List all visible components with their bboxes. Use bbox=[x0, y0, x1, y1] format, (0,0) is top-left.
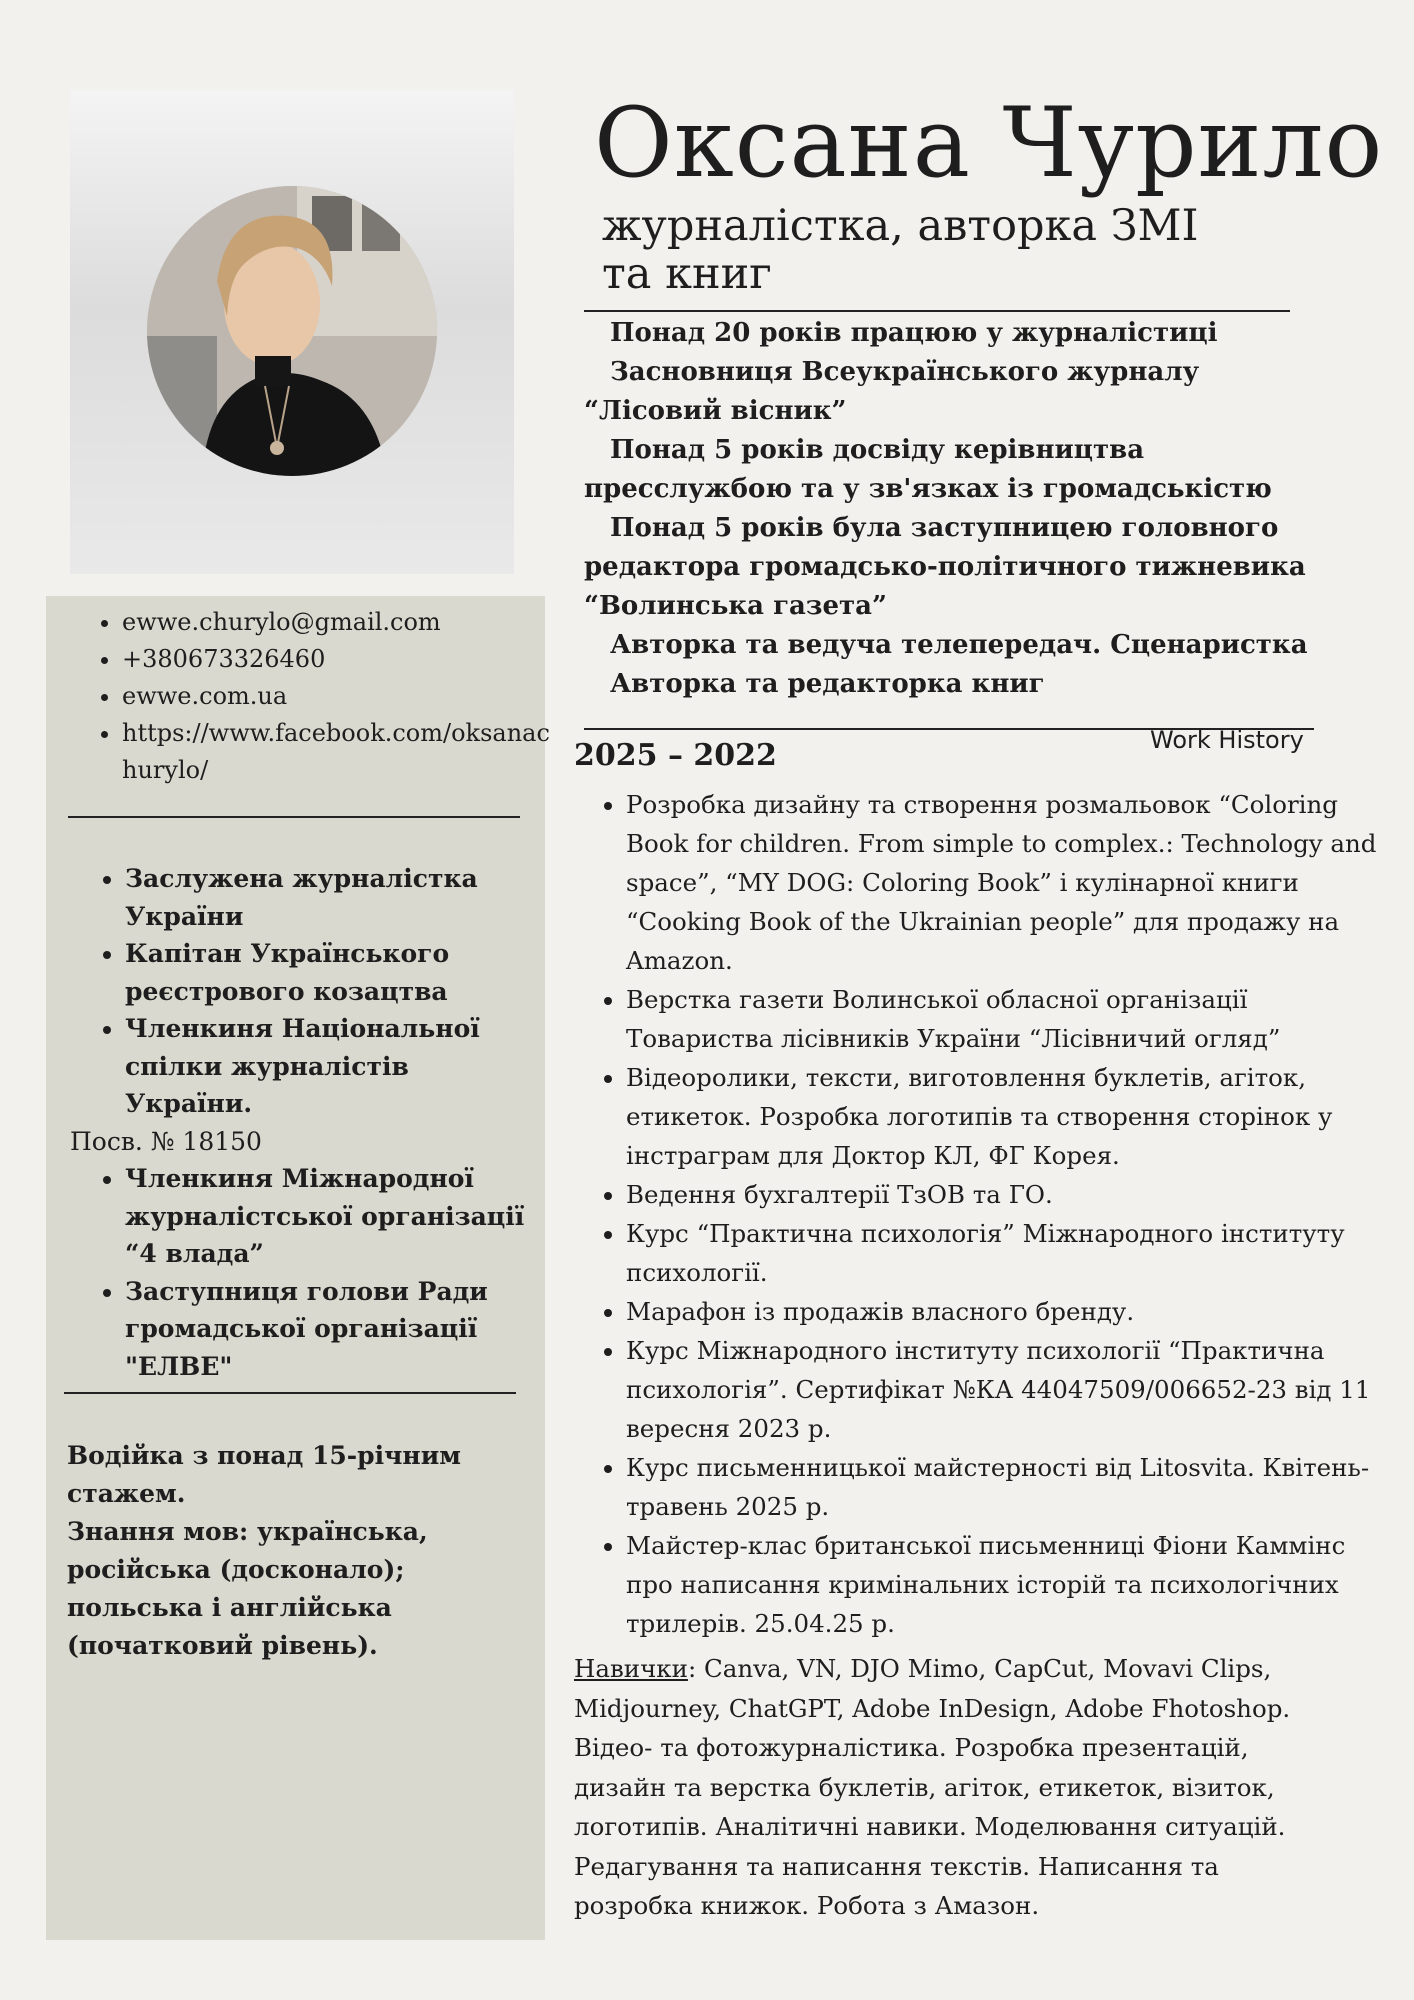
facebook-link[interactable]: • https://www.facebook.com/oksanachurylo/ bbox=[122, 715, 552, 789]
contact-list bbox=[86, 604, 552, 789]
website-link[interactable]: • ewwe.com.ua bbox=[122, 678, 552, 715]
work-history-heading: Work History bbox=[1150, 726, 1304, 754]
work-item: • Марафон із продажів власного бренду. bbox=[626, 1292, 1379, 1331]
work-item: • Курс “Практична психологія” Міжнародного інституту психології. bbox=[626, 1214, 1379, 1292]
job-title-line-2: та книг bbox=[602, 249, 772, 299]
driving-experience: Водійка з понад 15-річним стажем. bbox=[67, 1441, 461, 1508]
email-link[interactable]: • ewwe.churylo@gmail.com bbox=[122, 604, 552, 641]
work-item: • Курс письменницької майстерності від Litosvita. Квітень-травень 2025 р. bbox=[626, 1448, 1379, 1526]
award-item: • Заслужена журналістка України bbox=[125, 860, 540, 935]
phone-number[interactable]: • +380673326460 bbox=[122, 641, 552, 678]
work-item: • Ведення бухгалтерії ТзОВ та ГО. bbox=[626, 1175, 1379, 1214]
awards-list bbox=[70, 860, 540, 1123]
summary-list bbox=[584, 314, 1314, 704]
contacts-divider bbox=[68, 816, 520, 818]
languages: Знання мов: українська, російська (досконало); польська і англійська (початковий рівень). bbox=[67, 1517, 428, 1660]
work-history-list bbox=[581, 785, 1379, 1643]
summary-item: Засновниця Всеукраїнського журналу “Лісовий вісник” bbox=[584, 357, 1200, 426]
work-years: 2025 – 2022 bbox=[574, 738, 777, 773]
award-item: • Членкиня Міжнародної журналістської організації “4 влада” bbox=[125, 1160, 540, 1273]
skills-paragraph bbox=[574, 1649, 1330, 1926]
work-item: • Відеоролики, тексти, виготовлення буклетів, агіток, етикеток. Розробка логотипів та створення сторінок у інстраграм для Доктор КЛ, ФГ Корея. bbox=[626, 1058, 1379, 1175]
work-item: • Курс Міжнародного інституту психології “Практична психологія”. Сертифікат №КА 44047509/006652-23 від 11 вересня 2023 р. bbox=[626, 1331, 1379, 1448]
work-item: • Розробка дизайну та створення розмальовок “Coloring Book for children. From simple to complex.: Technology and space”, “MY DOG: Coloring Book” і кулінарної книги “Cooking Book of the Ukrainian people” для продажу на Amazon. bbox=[626, 785, 1379, 980]
skills-text: : Canva, VN, DJO Mimo, CapCut, Movavi Clips, Midjourney, ChatGPT, Adobe InDesign, Adobe Fhotoshop. Відео- та фотожурналістика. Розробка презентацій, дизайн та верстка буклетів, агіток, етикеток, візиток, логотипів. Аналітичні навики. Моделювання ситуацій. Редагування та написання текстів. Написання та розробка книжок. Робота з Амазон. bbox=[574, 1654, 1291, 1920]
work-item: • Верстка газети Волинської обласної організації Товариства лісівників України “Лісівничий огляд” bbox=[626, 980, 1379, 1058]
membership-id: Посв. № 18150 bbox=[70, 1126, 262, 1156]
awards-section bbox=[70, 860, 540, 1385]
skills-label: Навички bbox=[574, 1654, 688, 1683]
photo-frame bbox=[70, 90, 514, 574]
extra-info bbox=[67, 1437, 537, 1665]
award-item: • Заступниця голови Ради громадської організації "ЕЛВЕ" bbox=[125, 1273, 540, 1386]
award-item: • Капітан Українського реєстрового козацтва bbox=[125, 935, 540, 1010]
awards-list-more bbox=[70, 1160, 540, 1385]
work-item: • Майстер-клас британської письменниці Фіони Каммінс про написання кримінальних історій та психологічних трилерів. 25.04.25 р. bbox=[626, 1526, 1379, 1643]
header-divider bbox=[584, 310, 1290, 312]
summary-item: Понад 5 років досвіду керівництва пресслужбою та у зв'язках із громадськістю bbox=[584, 435, 1272, 504]
profile-photo bbox=[147, 186, 437, 476]
summary-item: Авторка та ведуча телепередач. Сценаристка bbox=[610, 630, 1308, 660]
job-title-line-1: журналістка, авторка ЗМІ bbox=[602, 201, 1199, 251]
award-item: • Членкиня Національної спілки журналістів України. bbox=[125, 1010, 540, 1123]
summary-item: Понад 20 років працюю у журналістиці bbox=[610, 318, 1218, 348]
job-title bbox=[602, 202, 1242, 298]
awards-divider bbox=[64, 1392, 516, 1394]
summary-item: Понад 5 років була заступницею головного редактора громадсько-політичного тижневика “Волинська газета” bbox=[584, 513, 1306, 621]
portrait-image bbox=[147, 186, 437, 476]
summary-item: Авторка та редакторка книг bbox=[610, 669, 1045, 699]
person-name: Оксана Чурило bbox=[594, 87, 1384, 199]
